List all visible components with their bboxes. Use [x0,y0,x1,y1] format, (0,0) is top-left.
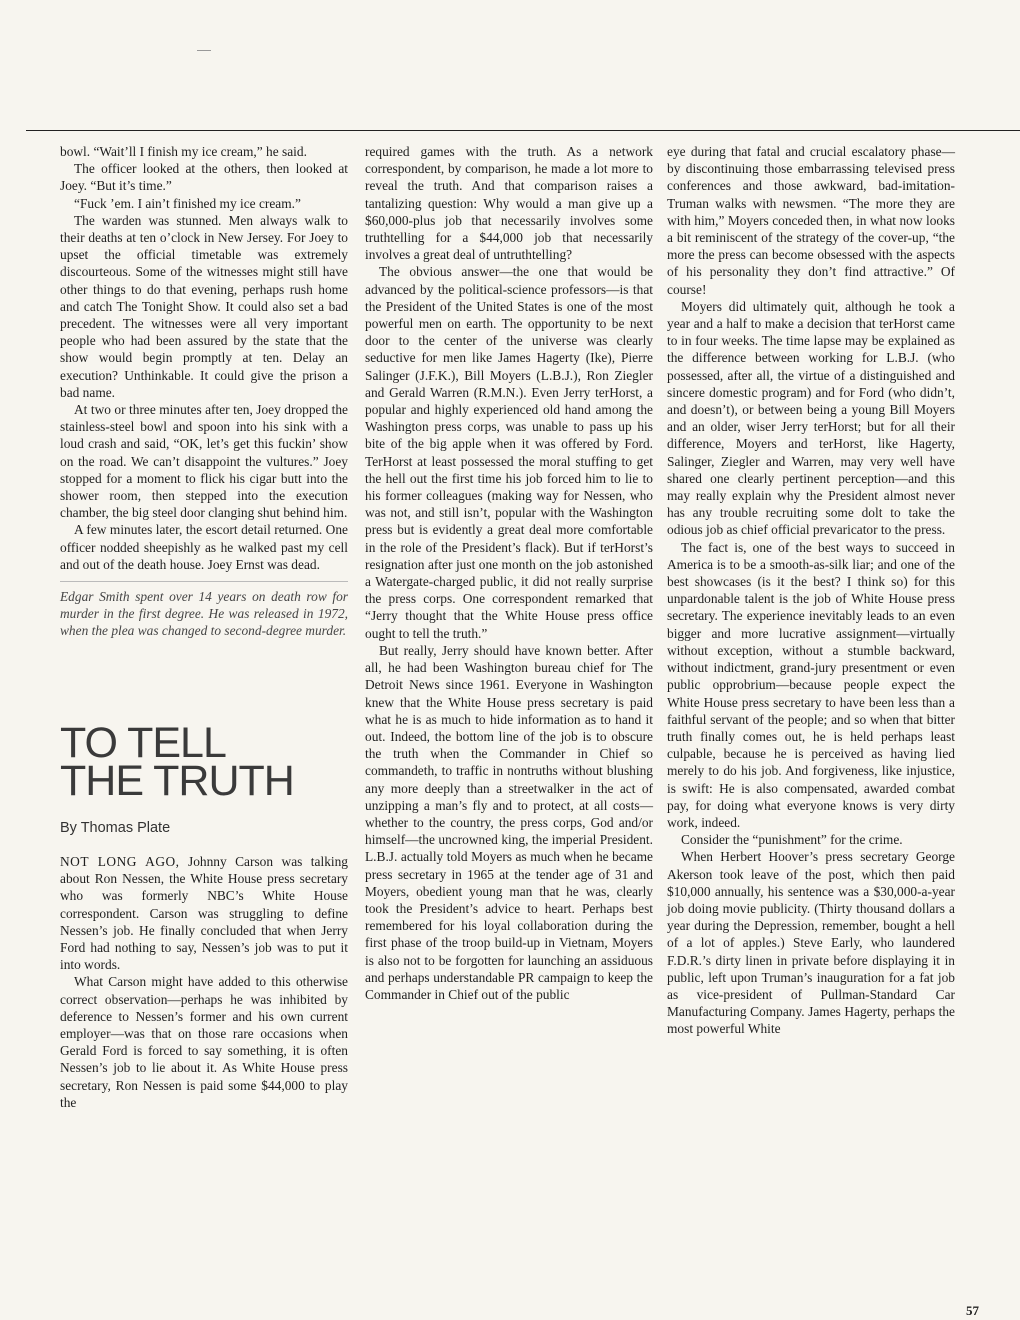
paragraph: When Herbert Hoover’s press secretary George Akerson took leave of the post, which then paid $10,000 annually, his sentence was a $30,000-a-year job doing movie publicity. (Thirty thousand dollars a year during the Depression, remember, bought a hell of a lot of apples.) Steve Early, who laundered F.D.R.’s dirty linen in private before displaying it in public, left upon Truman’s inauguration for a fat job as vice-president of Pullman-Standard Car Manufacturing Company. James Hagerty, perhaps the most powerful White [667,849,955,1037]
paragraph: Consider the “punishment” for the crime. [681,832,903,848]
paragraph: eye during that fatal and crucial escalatory phase—by discontinuing those embarrassing televised press conferences and those awkward, bad-imitation-Truman walks with newsmen. “The more they are with him,” Moyers conceded then, in what now looks a bit reminiscent of the strategy of the cover-up, “the more the press can become obsessed with the aspects of his personality they don’t find attractive.” Of course! [667,144,955,297]
paragraph: The warden was stunned. Men always walk to their deaths at ten o’clock in New Jersey. For Joey to upset the official timetable was extremely discourteous. Some of the witnesses might still have other things to do that evening, perhaps rush home and catch The Tonight Show. It could also set a bad precedent. The witnesses were all very important people who had been assured by the state that the show would begin promptly at ten. Delay an execution? Unthinkable. It could give the prison a bad name. [60,212,348,400]
header-rule [26,130,1020,131]
paragraph: bowl. “Wait’ll I finish my ice cream,” he said. [60,144,307,159]
paragraph: What Carson might have added to this otherwise correct observation—perhaps he was inhibited by deference to Nessen’s former and his own current employer—was that on those rare occasions when Gerald Ford is forced to say something, it is often Nessen’s job to lie about it. As White House press secretary, Ron Nessen is paid some $44,000 to play the [60,974,348,1110]
lead-paragraph [60,853,348,973]
lead-text: Johnny Carson was talking about Ron Nessen, the White House press secretary who was formerly NBC’s White House correspondent. Carson was struggling to define Nessen’s job. He finally concluded that when Jerry Ford had nothing to say, Nessen’s job was to put it into words. [60,853,348,973]
column-3 [667,143,955,1038]
lead-in: NOT LONG AGO, [60,853,180,869]
top-mark [197,50,211,51]
paragraph: required games with the truth. As a network correspondent, by comparison, he made a lot more to reveal the truth. And that comparison raises a tantalizing question: Why would a man give up a $60,000-plus job that necessarily involves some truthtelling for a $44,000 job that necessarily involves a great deal of untruthtelling? [365,144,653,263]
column-1 [60,143,348,1111]
paragraph: “Fuck ’em. I ain’t finished my ice cream.” [74,195,301,211]
paragraph: At two or three minutes after ten, Joey dropped the stainless-steel bowl and spoon into his sink with a loud crash and said, “OK, let’s get this fuckin’ show on the road. We can’t disappoint the vultures.” Joey stopped for a moment to flick his cigar butt into the shower room, then stepped into the execution chamber, the big steel door clanging shut behind him. [60,402,348,521]
paragraph: Moyers did ultimately quit, although he took a year and a half to make a decision that terHorst came to in four weeks. The time lapse may be explained as the difference between working for L.B.J. (who possessed, after all, the virtue of a distinguished and sincere domestic program) and for Ford (who didn’t, and doesn’t), or between being a young Bill Moyers and an older, wiser Jerry terHorst; but for all their difference, Moyers and terHorst, like Hagerty, Salinger, Ziegler and Warren, may very well have shared one clearly pertinent perception—and this may really explain why the President almost never has any trouble recruiting some dolt to take the odious job as chief official prevaricator to the press. [667,298,955,538]
paragraph: The obvious answer—the one that would be advanced by the political-science professors—is that the President of the United States is one of the most powerful men on earth. The opportunity to be next door to the center of the universe was clearly seductive for men like James Hagerty (Ike), Pierre Salinger (J.F.K.), Bill Moyers (L.B.J.), Ron Ziegler and Gerald Warren (R.M.N.). Even Jerry terHorst, a popular and highly experienced old hand among the Washington press corps, was unable to pass up his bite of the big apple when it was offered by Ford. TerHorst at least possessed the moral stuffing to get the hell out the first time his job forced him to lie to his former colleagues (making way for Nessen, who was not, and still isn’t, popular with the Washington press but is evidently a great deal more comfortable in the role of the President’s flack). But if terHorst’s resignation after just one month on the job astonished a Watergate-charged public, it did not really surprise the press corps. One correspondent remarked that “Jerry thought that the White House press office ought to tell the truth.” [365,264,653,641]
paragraph: The fact is, one of the best ways to succeed in America is to be a smooth-as-silk liar; and one of the best showcases (is it the best? I think so) for this unpardonable talent is the job of White House press secretary. The experience inevitably leads to an even bigger and more lucrative assignment—virtually without exception, without a stumble backward, without indictment, grand-jury presentment or even public opprobrium—because people expect the White House press secretary to have been less than a faithful servant of the people; and so when that bitter truth finally comes out, he is held perhaps least culpable, because he is perceived as having lied merely to do his job. And forgiveness, like injustice, is swift: He is also compensated, awarded combat pay, for doing what everyone knows is very dirty work, indeed. [667,539,955,830]
column-2 [365,143,653,1003]
headline-line-1: TO TELL [60,718,226,767]
paragraph: A few minutes later, the escort detail returned. One officer nodded sheepishly as he walked past my cell and out of the death house. Joey Ernst was dead. [60,522,348,572]
headline-line-2: THE TRUTH [60,756,294,805]
paragraph: But really, Jerry should have known better. After all, he had been Washington bureau chief for The Detroit News since 1961. Everyone in Washington knew that the White House press secretary is paid what he is as much to hide information as to hand it out. Indeed, the bottom line of the job is to obscure the truth when the Commander in Chief so commandeth, to traffic in nontruths without blushing any more deeply than a streetwalker in the act of unzipping a man’s fly and to protect, at all costs—whether to the country, the press corps, God and/or himself—the uncrowned king, the imperial President. L.B.J. actually told Moyers as much when he became press secretary in 1965 at the tender age of 31 and Moyers, obedient young man that he was, clearly took the President’s advice to heart. Perhaps best remembered for his loyal collaboration during the first phase of the troop build-up in Vietnam, Moyers is also not to be forgotten for launching an assiduous and perhaps understandable PR campaign to keep the Commander in Chief out of the public [365,642,653,1002]
byline: By Thomas Plate [60,819,171,836]
paragraph: The officer looked at the others, then looked at Joey. “But it’s time.” [60,161,348,194]
page-number: 57 [966,1303,979,1318]
article-headline [60,718,348,805]
author-bio: Edgar Smith spent over 14 years on death row for murder in the first degree. He was released in 1972, when the plea was changed to second-degree murder. [60,581,348,640]
